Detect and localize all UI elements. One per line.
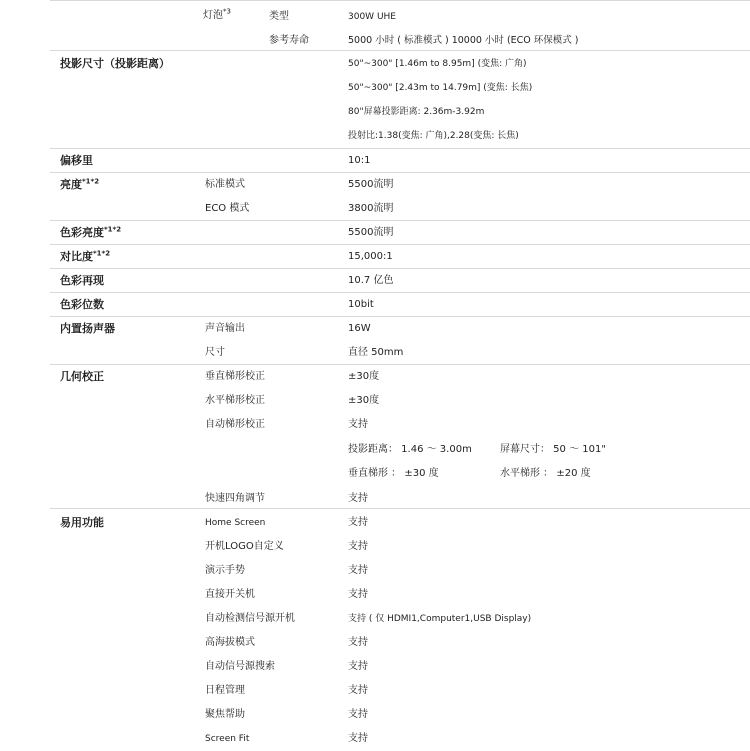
- feature-value: 支持: [348, 685, 368, 696]
- value: 10bit: [348, 299, 374, 310]
- value: 10:1: [348, 155, 371, 166]
- feature-name: 日程管理: [205, 685, 245, 696]
- spec-row-geometry: [50, 364, 750, 509]
- feature-value: 支持: [348, 661, 368, 672]
- value: ±30度: [348, 371, 380, 382]
- spec-row-contrast: [50, 244, 750, 269]
- spec-row-color-brightness: [50, 220, 750, 245]
- sub-label: 自动梯形校正: [205, 419, 265, 430]
- value: 3800流明: [348, 203, 394, 214]
- feature-value: 支持: [348, 565, 368, 576]
- row-label: 色彩亮度$^{*1*2}$: [60, 225, 122, 239]
- row-label: 色彩再现: [60, 274, 104, 287]
- row-label: 色彩位数: [60, 298, 104, 311]
- sub-label: 垂直梯形校正: [205, 371, 265, 382]
- value-line: 50"~300" [1.46m to 8.95m] (变焦: 广角): [348, 59, 527, 69]
- value: 15,000:1: [348, 251, 393, 262]
- detail-text: 垂直梯形 ： ±30 度: [348, 468, 439, 479]
- feature-value: 支持: [348, 517, 368, 528]
- value: ±30度: [348, 395, 380, 406]
- row-label: 易用功能: [60, 516, 104, 529]
- feature-value: 支持: [348, 637, 368, 648]
- feature-name: 自动检测信号源开机: [205, 613, 295, 624]
- sub-label: 标准模式: [205, 179, 245, 190]
- row-label: 偏移里: [60, 154, 93, 167]
- sub-label: 尺寸: [205, 347, 225, 358]
- feature-name: 高海拔模式: [205, 637, 255, 648]
- value: 16W: [348, 323, 371, 334]
- row-label: 几何校正: [60, 370, 104, 383]
- value: 直径 50mm: [348, 347, 404, 358]
- value-line: 80"屏幕投影距离: 2.36m-3.92m: [348, 107, 485, 117]
- sub-label: 参考寿命: [269, 35, 309, 46]
- value: 支持: [348, 493, 368, 504]
- feature-name: 聚焦帮助: [205, 709, 245, 720]
- detail-text: 水平梯形 ： ±20 度: [500, 468, 591, 479]
- row-label: 内置扬声器: [60, 322, 115, 335]
- value: 5500流明: [348, 179, 394, 190]
- sub-label: ECO 模式: [205, 203, 250, 214]
- spec-row-brightness: [50, 172, 750, 221]
- value: 5000 小时 ( 标准模式 ) 10000 小时 (ECO 环保模式 ): [348, 35, 579, 46]
- value-line: 50"~300" [2.43m to 14.79m] (变焦: 长焦): [348, 83, 533, 93]
- feature-value: 支持: [348, 541, 368, 552]
- spec-row-color-depth: [50, 292, 750, 317]
- row-label: 亮度$^{*1*2}$: [60, 177, 100, 191]
- spec-row-features: [50, 508, 750, 751]
- value: 支持: [348, 419, 368, 430]
- spec-row-speaker: [50, 316, 750, 365]
- value: 5500流明: [348, 227, 394, 238]
- feature-name: 演示手势: [205, 565, 245, 576]
- sub-label: 水平梯形校正: [205, 395, 265, 406]
- value-line: 投射比:1.38(变焦: 广角),2.28(变焦: 长焦): [348, 131, 519, 141]
- feature-name: 自动信号源搜索: [205, 661, 275, 672]
- sub-label: 类型: [269, 11, 289, 22]
- feature-name: Home Screen: [205, 518, 266, 528]
- row-label: 对比度$^{*1*2}$: [60, 249, 111, 263]
- value: 10.7 亿色: [348, 275, 394, 286]
- spec-row-color-reproduction: [50, 268, 750, 293]
- row-label: 灯泡$^{*3}$: [203, 7, 231, 21]
- feature-name: Screen Fit: [205, 734, 250, 744]
- sub-label: 声音输出: [205, 323, 245, 334]
- detail-text: 投影距离： 1.46 ～ 3.00m: [348, 444, 472, 455]
- feature-value: 支持 ( 仅 HDMI1,Computer1,USB Display): [348, 614, 532, 624]
- feature-value: 支持: [348, 589, 368, 600]
- feature-name: 开机LOGO自定义: [205, 541, 284, 552]
- sub-label: 快速四角调节: [205, 493, 265, 504]
- value: 300W UHE: [348, 12, 396, 22]
- feature-name: 直接开关机: [205, 589, 255, 600]
- spec-row-projection: [50, 50, 750, 149]
- row-label: 投影尺寸（投影距离）: [60, 57, 170, 70]
- spec-row-offset: [50, 148, 750, 173]
- feature-value: 支持: [348, 709, 368, 720]
- spec-row-lamp: [50, 0, 750, 51]
- feature-value: 支持: [348, 733, 368, 744]
- detail-text: 屏幕尺寸： 50 ～ 101": [500, 444, 606, 455]
